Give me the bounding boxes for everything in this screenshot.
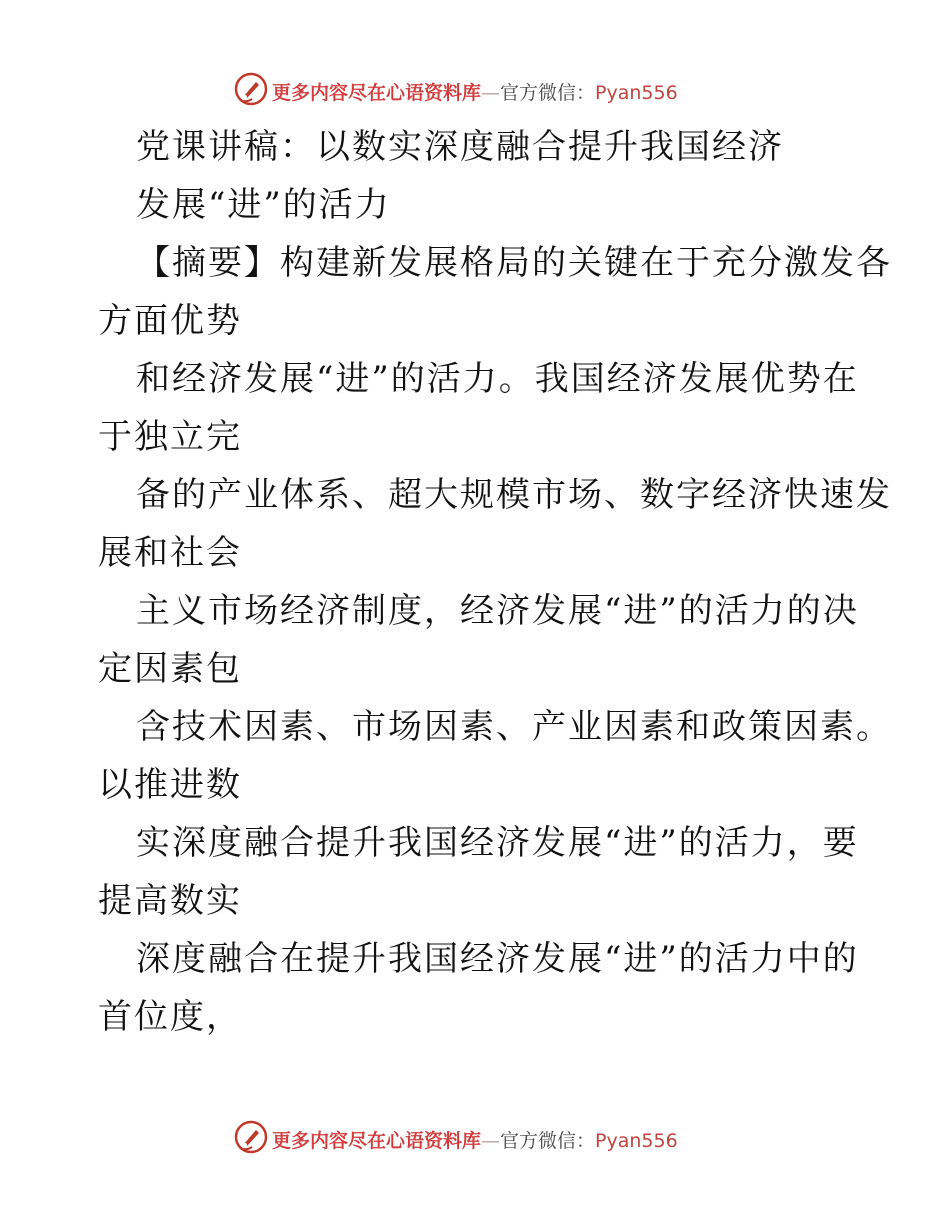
paragraph-line: 和经济发展“进”的活力。我国经济发展优势在: [136, 359, 859, 399]
paragraph-line: 含技术因素、市场因素、产业因素和政策因素。: [136, 707, 892, 747]
paragraph-line: 展和社会: [98, 533, 242, 573]
header-banner-text: [272, 78, 678, 105]
abstract-line: 【摘要】构建新发展格局的关键在于充分激发各: [136, 243, 892, 283]
document-title-line-1: 党课讲稿：以数实深度融合提升我国经济: [136, 127, 784, 167]
banner-promo-text: 更多内容尽在心语资料库: [272, 82, 482, 104]
paragraph-line: 以推进数: [98, 765, 242, 805]
document-title-line-2: 发展“进”的活力: [136, 185, 391, 225]
footer-banner-text: [272, 1126, 678, 1153]
banner-dash: —: [481, 1130, 501, 1152]
banner-official-label: 官方微信：: [500, 1130, 596, 1152]
paragraph-line: 定因素包: [98, 649, 242, 689]
pen-nib-logo-icon: [234, 72, 268, 106]
paragraph-line: 主义市场经济制度，经济发展“进”的活力的决: [136, 591, 859, 631]
banner-official-label: 官方微信：: [500, 82, 596, 104]
banner-wechat-id: Pyan556: [595, 82, 678, 104]
paragraph-line: 深度融合在提升我国经济发展“进”的活力中的: [136, 939, 859, 979]
paragraph-line: 实深度融合提升我国经济发展“进”的活力，要: [136, 823, 859, 863]
pen-nib-logo-icon: [234, 1120, 268, 1154]
banner-dash: —: [481, 82, 501, 104]
banner-wechat-id: Pyan556: [595, 1130, 678, 1152]
paragraph-line: 首位度，: [98, 997, 242, 1037]
paragraph-line: 方面优势: [98, 301, 242, 341]
footer-banner: [0, 1120, 950, 1160]
banner-promo-text: 更多内容尽在心语资料库: [272, 1130, 482, 1152]
paragraph-line: 提高数实: [98, 881, 242, 921]
header-banner: [0, 72, 950, 112]
paragraph-line: 于独立完: [98, 417, 242, 457]
paragraph-line: 备的产业体系、超大规模市场、数字经济快速发: [136, 475, 892, 515]
